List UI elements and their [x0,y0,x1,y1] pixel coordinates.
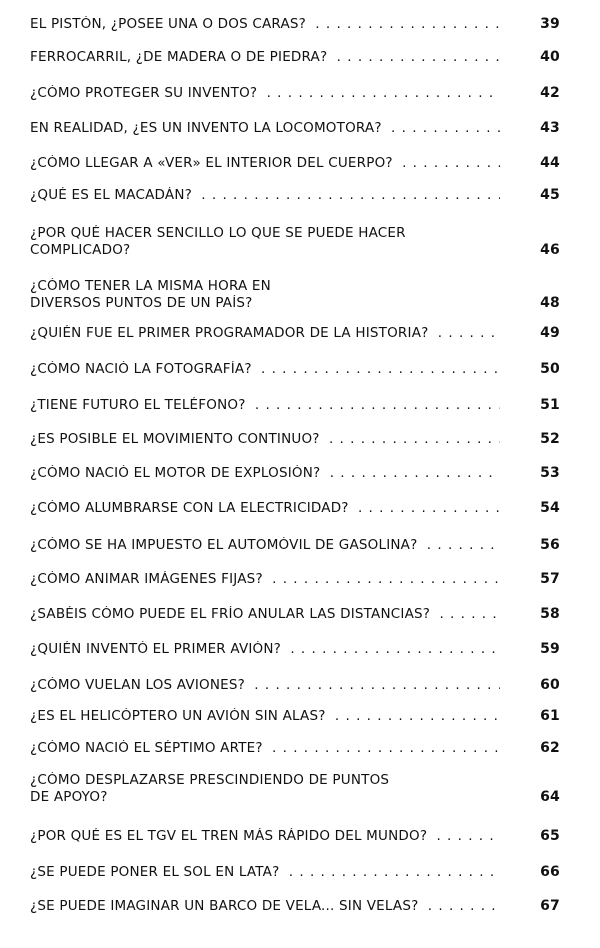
toc-entry [30,708,560,725]
toc-entry-text: ¿QUÉ ES EL MACADÁN? [30,187,196,203]
toc-entry-title-line [30,828,500,845]
toc-entry-title-line [30,789,500,806]
toc-entry-title-line [30,155,500,172]
toc-entry-text: ¿CÓMO NACIÓ LA FOTOGRAFÍA? [30,361,256,377]
toc-entry-title-line [30,677,500,694]
toc-entry-page-number: 45 [540,187,560,203]
toc-entry-title-line [30,16,500,33]
toc-entry-title-line [30,465,500,482]
toc-entry-title-line [30,864,500,881]
toc-entry-page-number: 60 [540,677,560,693]
toc-entry [30,772,560,806]
toc-entry-page-number: 66 [540,864,560,880]
toc-entry [30,898,560,915]
toc-entry [30,225,560,259]
toc-entry-text: ¿CÓMO ANIMAR IMÁGENES FIJAS? [30,571,267,587]
toc-entry [30,828,560,845]
toc-entry-page-number: 52 [540,431,560,447]
toc-entry-page-number: 59 [540,641,560,657]
toc-entry [30,361,560,378]
toc-entry-page-number: 61 [540,708,560,724]
toc-entry-title-line [30,571,500,588]
toc-entry [30,465,560,482]
toc-entry-page-number: 57 [540,571,560,587]
toc-entry-text: ¿QUIÉN INVENTÓ EL PRIMER AVIÓN? [30,641,285,657]
toc-entry-title-line [30,225,560,242]
toc-entry-page-number: 50 [540,361,560,377]
toc-entry [30,155,560,172]
toc-entry-title-line [30,397,500,414]
toc-entry [30,397,560,414]
toc-entry-text: ¿SABÉIS CÓMO PUEDE EL FRÍO ANULAR LAS DISTANCIAS? [30,606,434,622]
toc-entry [30,278,560,312]
toc-entry-title-line [30,537,500,554]
toc-entry-title-line [30,606,500,623]
toc-entry [30,120,560,137]
toc-entry-page-number: 44 [540,155,560,171]
toc-entry-text: ¿POR QUÉ ES EL TGV EL TREN MÁS RÁPIDO DEL MUNDO? [30,828,431,844]
toc-entry-title-line [30,278,560,295]
toc-entry [30,537,560,554]
toc-entry [30,16,560,33]
toc-entry-text: ¿CÓMO TENER LA MISMA HORA EN [30,278,271,294]
toc-entry [30,740,560,757]
toc-entry-page-number: 49 [540,325,560,341]
toc-entry-page-number: 56 [540,537,560,553]
toc-entry-title-line [30,187,500,204]
toc-entry-title-line [30,641,500,658]
toc-entry-text: ¿QUIÉN FUE EL PRIMER PROGRAMADOR DE LA HISTORIA? [30,325,433,341]
toc-entry-page-number: 62 [540,740,560,756]
toc-entry [30,431,560,448]
toc-entry-title-line [30,772,560,789]
toc-entry-text: ¿CÓMO LLEGAR A «VER» EL INTERIOR DEL CUERPO? [30,155,397,171]
toc-entry [30,500,560,517]
toc-entry [30,606,560,623]
toc-entry-text: ¿CÓMO PROTEGER SU INVENTO? [30,85,261,101]
toc-entry-page-number: 40 [540,49,560,65]
toc-entry-text: ¿CÓMO SE HA IMPUESTO EL AUTOMÓVIL DE GASOLINA? [30,537,421,553]
toc-entry-title-line [30,740,500,757]
toc-entry-text: ¿CÓMO NACIÓ EL MOTOR DE EXPLOSIÓN? [30,465,324,481]
toc-entry-text: DIVERSOS PUNTOS DE UN PAÍS? [30,295,257,311]
toc-entry-page-number: 65 [540,828,560,844]
toc-entry-text: ¿ES EL HELICÓPTERO UN AVIÓN SIN ALAS? [30,708,330,724]
toc-entry-text: ¿CÓMO ALUMBRARSE CON LA ELECTRICIDAD? [30,500,353,516]
toc-entry-text: ¿SE PUEDE IMAGINAR UN BARCO DE VELA... SIN VELAS? [30,898,423,914]
toc-entry-title-line [30,295,500,312]
toc-entry-text: EL PISTÓN, ¿POSEE UNA O DOS CARAS? [30,16,310,32]
toc-entry-title-line [30,49,500,66]
toc-entry [30,571,560,588]
toc-entry-text: ¿CÓMO NACIÓ EL SÉPTIMO ARTE? [30,740,267,756]
toc-entry-text: FERROCARRIL, ¿DE MADERA O DE PIEDRA? [30,49,331,65]
toc-entry-title-line [30,898,500,915]
toc-entry-page-number: 48 [540,295,560,311]
toc-entry-text: ¿CÓMO DESPLAZARSE PRESCINDIENDO DE PUNTOS [30,772,390,788]
toc-entry-page-number: 64 [540,789,560,805]
toc-entry-title-line [30,85,500,102]
toc-entry [30,864,560,881]
toc-entry-title-line [30,708,500,725]
toc-entry-text: ¿TIENE FUTURO EL TELÉFONO? [30,397,250,413]
toc-entry-page-number: 46 [540,242,560,258]
toc-entry-title-line [30,120,500,137]
toc-entry-title-line [30,500,500,517]
toc-entry-title-line [30,361,500,378]
toc-entry-text: ¿POR QUÉ HACER SENCILLO LO QUE SE PUEDE HACER [30,225,406,241]
toc-entry-text: EN REALIDAD, ¿ES UN INVENTO LA LOCOMOTORA? [30,120,386,136]
toc-entry [30,187,560,204]
toc-entry [30,325,560,342]
toc-entry [30,677,560,694]
toc-entry-page-number: 53 [540,465,560,481]
toc-entry [30,641,560,658]
toc-entry-title-line [30,431,500,448]
toc-entry-page-number: 67 [540,898,560,914]
toc-entry-page-number: 43 [540,120,560,136]
toc-entry [30,49,560,66]
toc-entry-page-number: 42 [540,85,560,101]
toc-entry-text: ¿ES POSIBLE EL MOVIMIENTO CONTINUO? [30,431,324,447]
toc-entry-page-number: 39 [540,16,560,32]
toc-entry-page-number: 51 [540,397,560,413]
toc-entry-text: DE APOYO? [30,789,112,805]
toc-entry-text: ¿SE PUEDE PONER EL SOL EN LATA? [30,864,283,880]
toc-entry-page-number: 58 [540,606,560,622]
toc-entry [30,85,560,102]
toc-entry-title-line [30,325,500,342]
toc-entry-page-number: 54 [540,500,560,516]
toc-entry-text: ¿CÓMO VUELAN LOS AVIONES? [30,677,249,693]
toc-entry-title-line [30,242,500,259]
toc-entry-text: COMPLICADO? [30,242,134,258]
